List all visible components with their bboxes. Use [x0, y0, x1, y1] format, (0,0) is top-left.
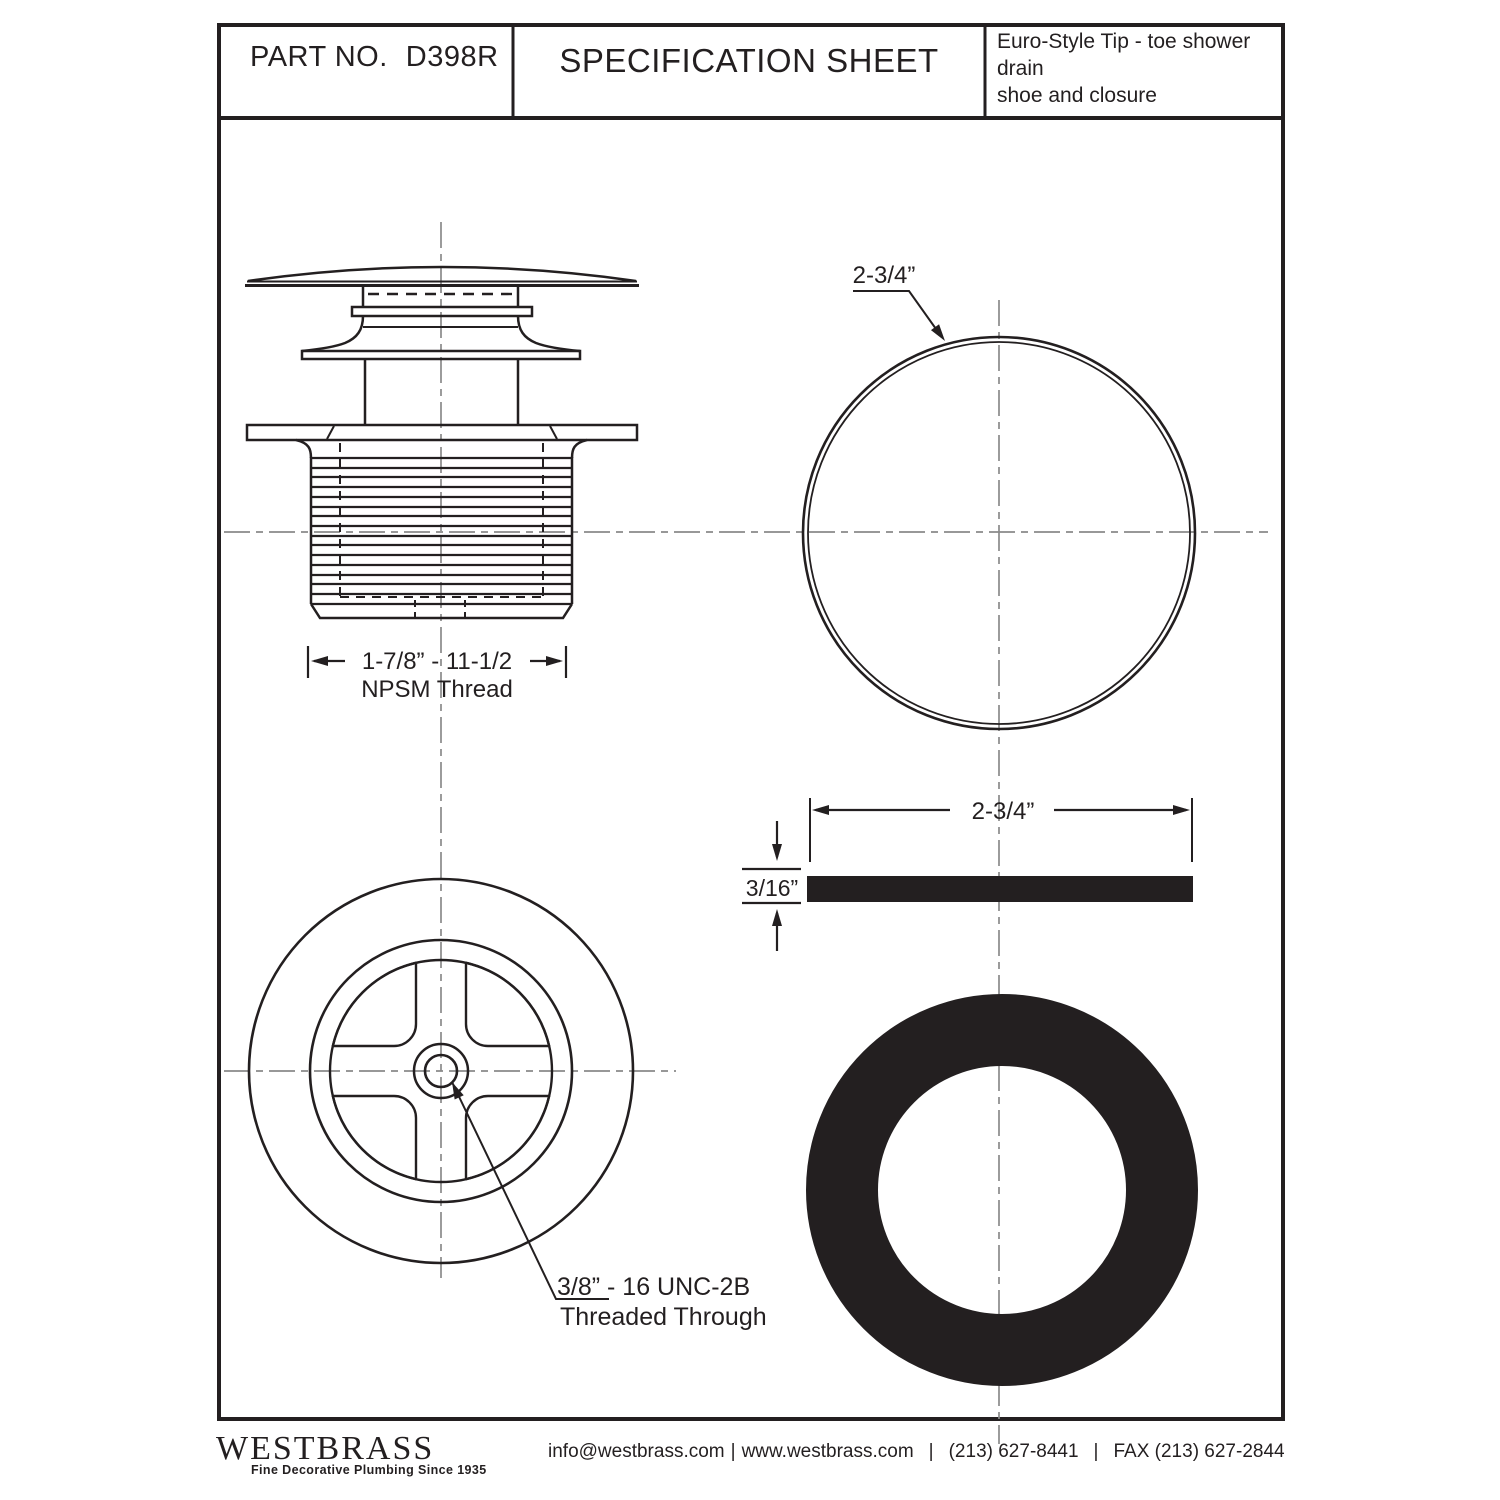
contact-phone: (213) 627-8441 [948, 1441, 1079, 1462]
washer-side-drawing [742, 798, 1193, 951]
bell-right-curve [518, 316, 580, 351]
grate-opening-sw [333, 1096, 416, 1179]
washer-width-label: 2-3/4” [971, 798, 1035, 825]
washer-width-arrow-left [812, 805, 829, 815]
top-view-drawing [249, 879, 767, 1331]
bell-left-curve [302, 316, 363, 351]
product-description-line1: Euro-Style Tip - toe shower drain [997, 30, 1251, 80]
mounting-flange [247, 425, 637, 440]
center-hole-label-line1: 3/8” - 16 UNC-2B [557, 1273, 751, 1301]
contact-separator: | [928, 1441, 934, 1462]
sheet-title: SPECIFICATION SHEET [559, 42, 939, 79]
product-description-cell [997, 28, 1289, 109]
contact-fax: FAX (213) 627-2844 [1113, 1441, 1285, 1462]
dim-arrow-left [311, 656, 328, 666]
contact-separator: | [1093, 1441, 1099, 1462]
brand-tagline: Fine Decorative Plumbing Since 1935 [251, 1463, 487, 1477]
washer-thickness-arrow-down [772, 844, 782, 861]
product-description-line2: shoe and closure [997, 84, 1157, 107]
center-hole-label-line2: Threaded Through [560, 1303, 767, 1331]
mid-flange-plate [302, 351, 580, 359]
grate-opening-nw [333, 963, 416, 1046]
contact-email: info@westbrass.com [548, 1441, 725, 1462]
part-number-label: PART NO. [250, 41, 388, 73]
contact-line [548, 1441, 1285, 1463]
washer-thickness-label: 3/16” [745, 875, 799, 901]
side-view-drawing [245, 267, 639, 618]
washer-thickness-arrow-up [772, 909, 782, 926]
upper-flange [352, 307, 532, 316]
dim-arrow-right [546, 656, 563, 666]
cap-dome-profile [248, 267, 636, 281]
center-hole-leader [452, 1082, 609, 1299]
washer-edge-bar [807, 876, 1193, 902]
contact-separator: | [730, 1441, 736, 1462]
washer-ring [842, 1030, 1162, 1350]
side-view-dimension [308, 646, 566, 703]
cap-diameter-leader [853, 291, 941, 336]
npsm-thread-dim-label-line1: 1-7/8” - 11-1/2 [361, 648, 513, 675]
part-number-value: D398R [405, 41, 499, 73]
washer-face-drawing [842, 1030, 1162, 1350]
npsm-thread-dim-label-line2: NPSM Thread [361, 676, 513, 703]
part-number-cell [250, 41, 499, 74]
contact-website: www.westbrass.com [741, 1441, 914, 1462]
cap-diameter-label: 2-3/4” [852, 262, 916, 289]
washer-width-arrow-right [1173, 805, 1190, 815]
grate-opening-ne [466, 963, 549, 1046]
brand-logo: WESTBRASS [216, 1430, 435, 1467]
